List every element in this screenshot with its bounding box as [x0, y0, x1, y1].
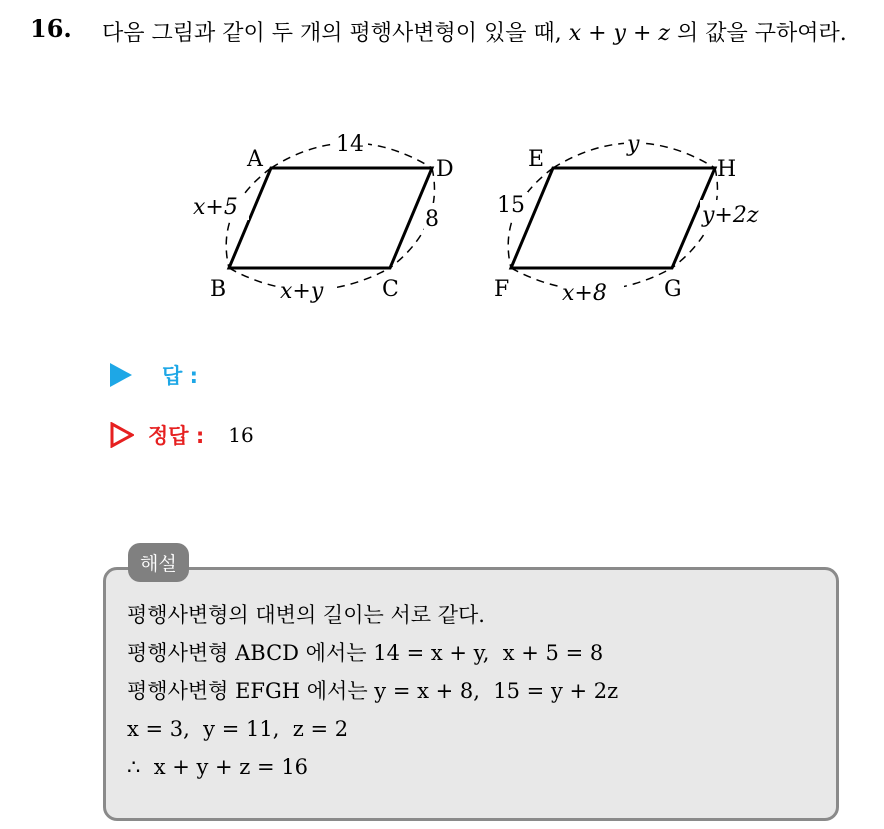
answer-row — [110, 360, 198, 390]
vertex-e: E — [528, 147, 545, 172]
answer-label: 답 : — [162, 364, 198, 388]
side-ab-label: x+5 — [193, 195, 238, 220]
solution-line-5: ∴ x + y + z = 16 — [127, 755, 309, 779]
question-text: 다음 그림과 같이 두 개의 평행사변형이 있을 때, x + y + z 의 값을 구하여라. — [102, 21, 847, 46]
solution-line-1: 평행사변형의 대변의 길이는 서로 같다. — [127, 603, 485, 627]
correct-answer-value: 16 — [228, 423, 254, 447]
parallelogram-figure — [0, 120, 884, 320]
correct-answer-row — [110, 420, 254, 450]
vertex-c: C — [382, 277, 399, 302]
question-expression: x + y + z — [568, 21, 671, 46]
question-number: 16. — [30, 14, 72, 43]
correct-answer-label: 정답 : — [148, 424, 205, 448]
side-eh-label: y — [627, 132, 640, 157]
vertex-g: G — [664, 277, 682, 302]
parallelogram-abcd — [193, 131, 454, 304]
parallelogram-efgh — [494, 131, 774, 306]
side-dc-label: 8 — [425, 207, 439, 232]
solution-line-3: 평행사변형 EFGH 에서는 y = x + 8, 15 = y + 2z — [127, 679, 619, 703]
solution-tab: 해설 — [128, 543, 189, 582]
vertex-a: A — [247, 147, 263, 172]
parallelogram-abcd-shape — [229, 168, 432, 268]
side-ad-label: 14 — [336, 132, 364, 157]
vertex-f: F — [494, 277, 510, 302]
parallelogram-efgh-shape — [511, 168, 715, 268]
answer-marker-icon — [110, 363, 132, 387]
solution-line-2: 평행사변형 ABCD 에서는 14 = x + y, x + 5 = 8 — [127, 641, 604, 665]
side-ef-label: 15 — [497, 193, 525, 218]
side-bc-label: x+y — [280, 279, 324, 304]
side-fg-label: x+8 — [562, 281, 607, 306]
correct-marker-icon — [110, 422, 134, 448]
vertex-d: D — [436, 157, 454, 182]
vertex-b: B — [210, 277, 227, 302]
solution-lines — [127, 596, 618, 786]
vertex-h: H — [717, 157, 737, 182]
solution-line-4: x = 3, y = 11, z = 2 — [127, 717, 349, 741]
side-hg-label: y+2z — [702, 203, 759, 228]
